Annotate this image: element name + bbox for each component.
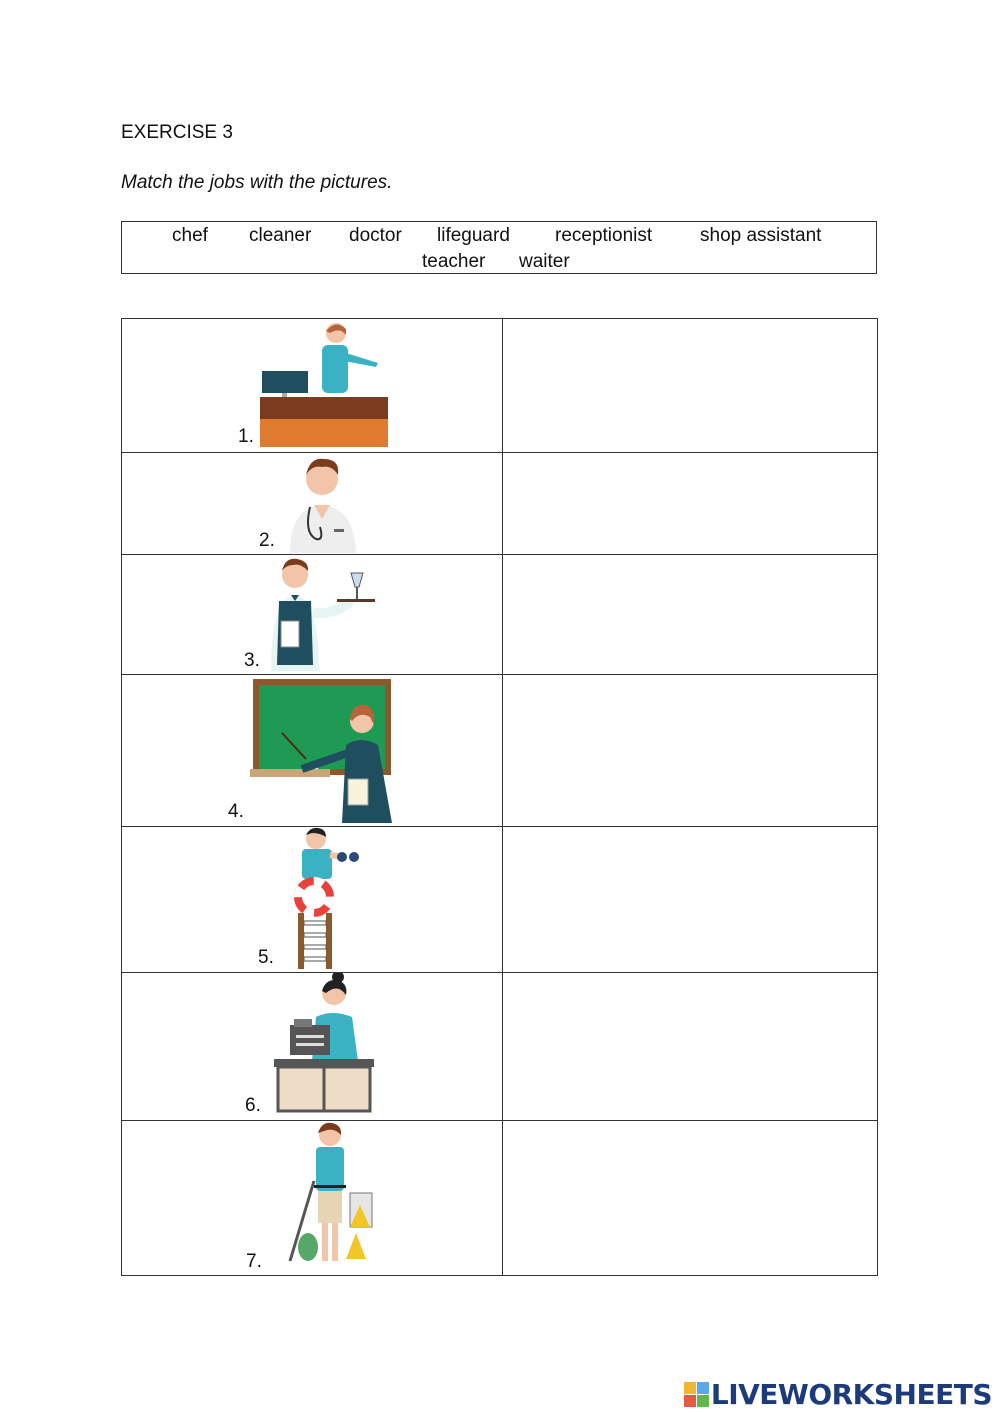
receptionist-illustration xyxy=(260,319,390,449)
picture-cell xyxy=(122,675,503,827)
shop-assistant-illustration xyxy=(270,973,377,1117)
item-number: 7. xyxy=(246,1251,262,1272)
exercise-title: EXERCISE 3 xyxy=(121,122,233,143)
word-bank-item: shop assistant xyxy=(700,225,822,246)
item-number: 2. xyxy=(259,530,275,551)
logo-square xyxy=(684,1382,696,1394)
logo-square xyxy=(697,1395,709,1407)
answer-cell[interactable] xyxy=(503,1121,878,1276)
item-number: 1. xyxy=(238,426,254,447)
liveworksheets-brand xyxy=(684,1378,992,1411)
answer-cell[interactable] xyxy=(503,555,878,675)
answer-cell[interactable] xyxy=(503,319,878,453)
waiter-illustration xyxy=(265,555,380,671)
answer-cell[interactable] xyxy=(503,675,878,827)
picture-cell xyxy=(122,555,503,675)
table-row xyxy=(122,827,878,973)
item-number: 3. xyxy=(244,650,260,671)
brand-name: LIVEWORKSHEETS xyxy=(710,1378,992,1411)
answer-cell[interactable] xyxy=(503,973,878,1121)
logo-square xyxy=(684,1395,696,1407)
liveworksheets-logo-icon xyxy=(684,1382,709,1407)
word-bank-item: cleaner xyxy=(249,225,312,246)
table-row xyxy=(122,453,878,555)
table-row xyxy=(122,973,878,1121)
teacher-illustration xyxy=(250,675,397,823)
word-bank-item: doctor xyxy=(349,225,402,246)
instruction-text: Match the jobs with the pictures. xyxy=(121,172,393,193)
matching-table xyxy=(121,318,878,1276)
answer-cell[interactable] xyxy=(503,827,878,973)
table-row xyxy=(122,555,878,675)
doctor-illustration xyxy=(280,453,365,553)
answer-cell[interactable] xyxy=(503,453,878,555)
item-number: 6. xyxy=(245,1095,261,1116)
word-bank-item: chef xyxy=(172,225,208,246)
picture-cell xyxy=(122,1121,503,1276)
picture-cell xyxy=(122,827,503,973)
logo-square xyxy=(697,1382,709,1394)
table-row xyxy=(122,675,878,827)
picture-cell xyxy=(122,973,503,1121)
picture-cell xyxy=(122,319,503,453)
word-bank-item: waiter xyxy=(519,251,570,272)
word-bank-item: lifeguard xyxy=(437,225,510,246)
table-row xyxy=(122,319,878,453)
item-number: 4. xyxy=(228,801,244,822)
item-number: 5. xyxy=(258,947,274,968)
cleaner-illustration xyxy=(270,1121,378,1271)
table-row xyxy=(122,1121,878,1276)
word-bank-item: receptionist xyxy=(555,225,653,246)
word-bank xyxy=(121,221,877,274)
lifeguard-illustration xyxy=(280,827,364,969)
picture-cell xyxy=(122,453,503,555)
word-bank-item: teacher xyxy=(422,251,486,272)
